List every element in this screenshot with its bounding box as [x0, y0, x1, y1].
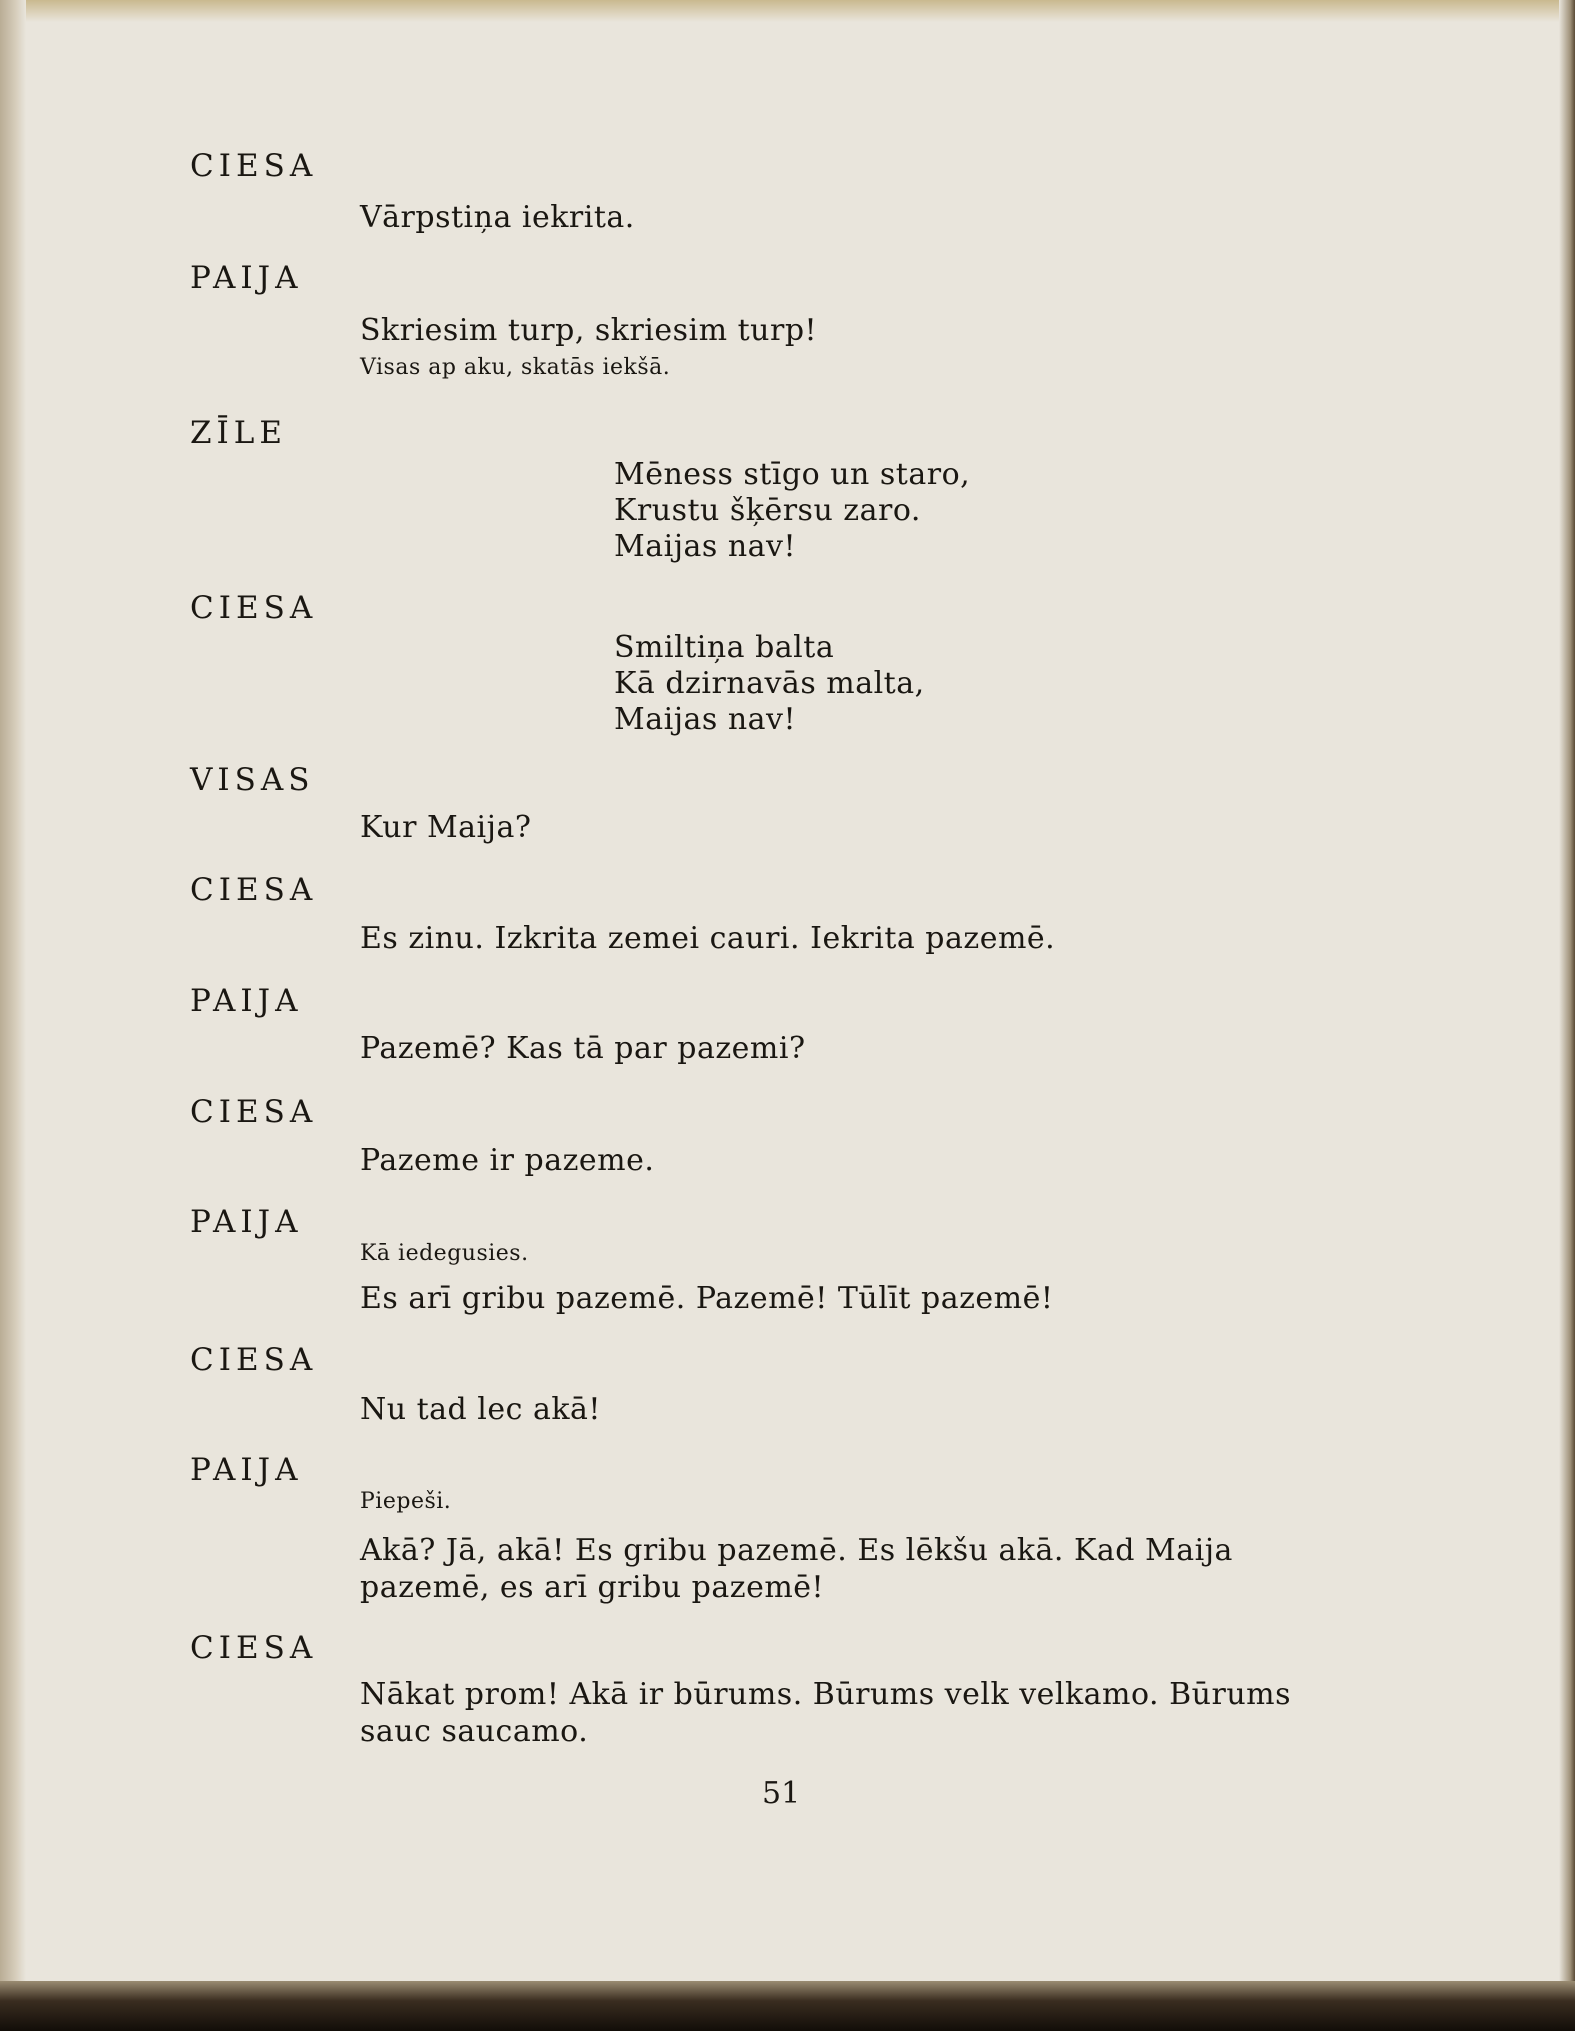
verse-line: Maijas nav! [614, 702, 797, 737]
speaker-name: PAIJA [190, 260, 303, 296]
page-bottom-edge [0, 1981, 1575, 2031]
speaker-name: CIESA [190, 1342, 318, 1378]
stage-direction: Piepeši. [360, 1489, 452, 1514]
page-right-edge [1559, 0, 1575, 2031]
dialogue-line: Nākat prom! Akā ir būrums. Būrums velk velkamo. Būrums [360, 1677, 1291, 1712]
speaker-name: CIESA [190, 1094, 318, 1130]
dialogue-line: Pazemē? Kas tā par pazemi? [360, 1031, 806, 1066]
dialogue-line: pazemē, es arī gribu pazemē! [360, 1570, 825, 1605]
speaker-name: CIESA [190, 872, 318, 908]
verse-line: Kā dzirnavās malta, [614, 666, 925, 701]
dialogue-line: Es arī gribu pazemē. Pazemē! Tūlīt pazemē! [360, 1281, 1054, 1316]
dialogue-line: Kur Maija? [360, 810, 532, 845]
dialogue-line: Vārpstiņa iekrita. [360, 200, 635, 235]
speaker-name: PAIJA [190, 1452, 303, 1488]
speaker-name: PAIJA [190, 983, 303, 1019]
page-top-edge [0, 0, 1575, 22]
stage-direction: Kā iedegusies. [360, 1241, 529, 1266]
page-number: 51 [762, 1776, 801, 1811]
verse-line: Smiltiņa balta [614, 630, 835, 665]
verse-line: Mēness stīgo un staro, [614, 457, 971, 492]
speaker-name: CIESA [190, 590, 318, 626]
stage-direction: Visas ap aku, skatās iekšā. [360, 355, 671, 380]
page-binding-edge [0, 0, 26, 2031]
dialogue-line: Pazeme ir pazeme. [360, 1143, 655, 1178]
speaker-name: CIESA [190, 1630, 318, 1666]
verse-line: Krustu šķērsu zaro. [614, 493, 921, 528]
dialogue-line: Skriesim turp, skriesim turp! [360, 313, 818, 348]
dialogue-line: Akā? Jā, akā! Es gribu pazemē. Es lēkšu akā. Kad Maija [360, 1533, 1233, 1568]
speaker-name: VISAS [190, 762, 315, 798]
speaker-name: ZĪLE [190, 415, 288, 451]
speaker-name: PAIJA [190, 1204, 303, 1240]
dialogue-line: sauc saucamo. [360, 1714, 589, 1749]
dialogue-line: Es zinu. Izkrita zemei cauri. Iekrita pazemē. [360, 921, 1056, 956]
speaker-name: CIESA [190, 148, 318, 184]
verse-line: Maijas nav! [614, 529, 797, 564]
dialogue-line: Nu tad lec akā! [360, 1392, 601, 1427]
